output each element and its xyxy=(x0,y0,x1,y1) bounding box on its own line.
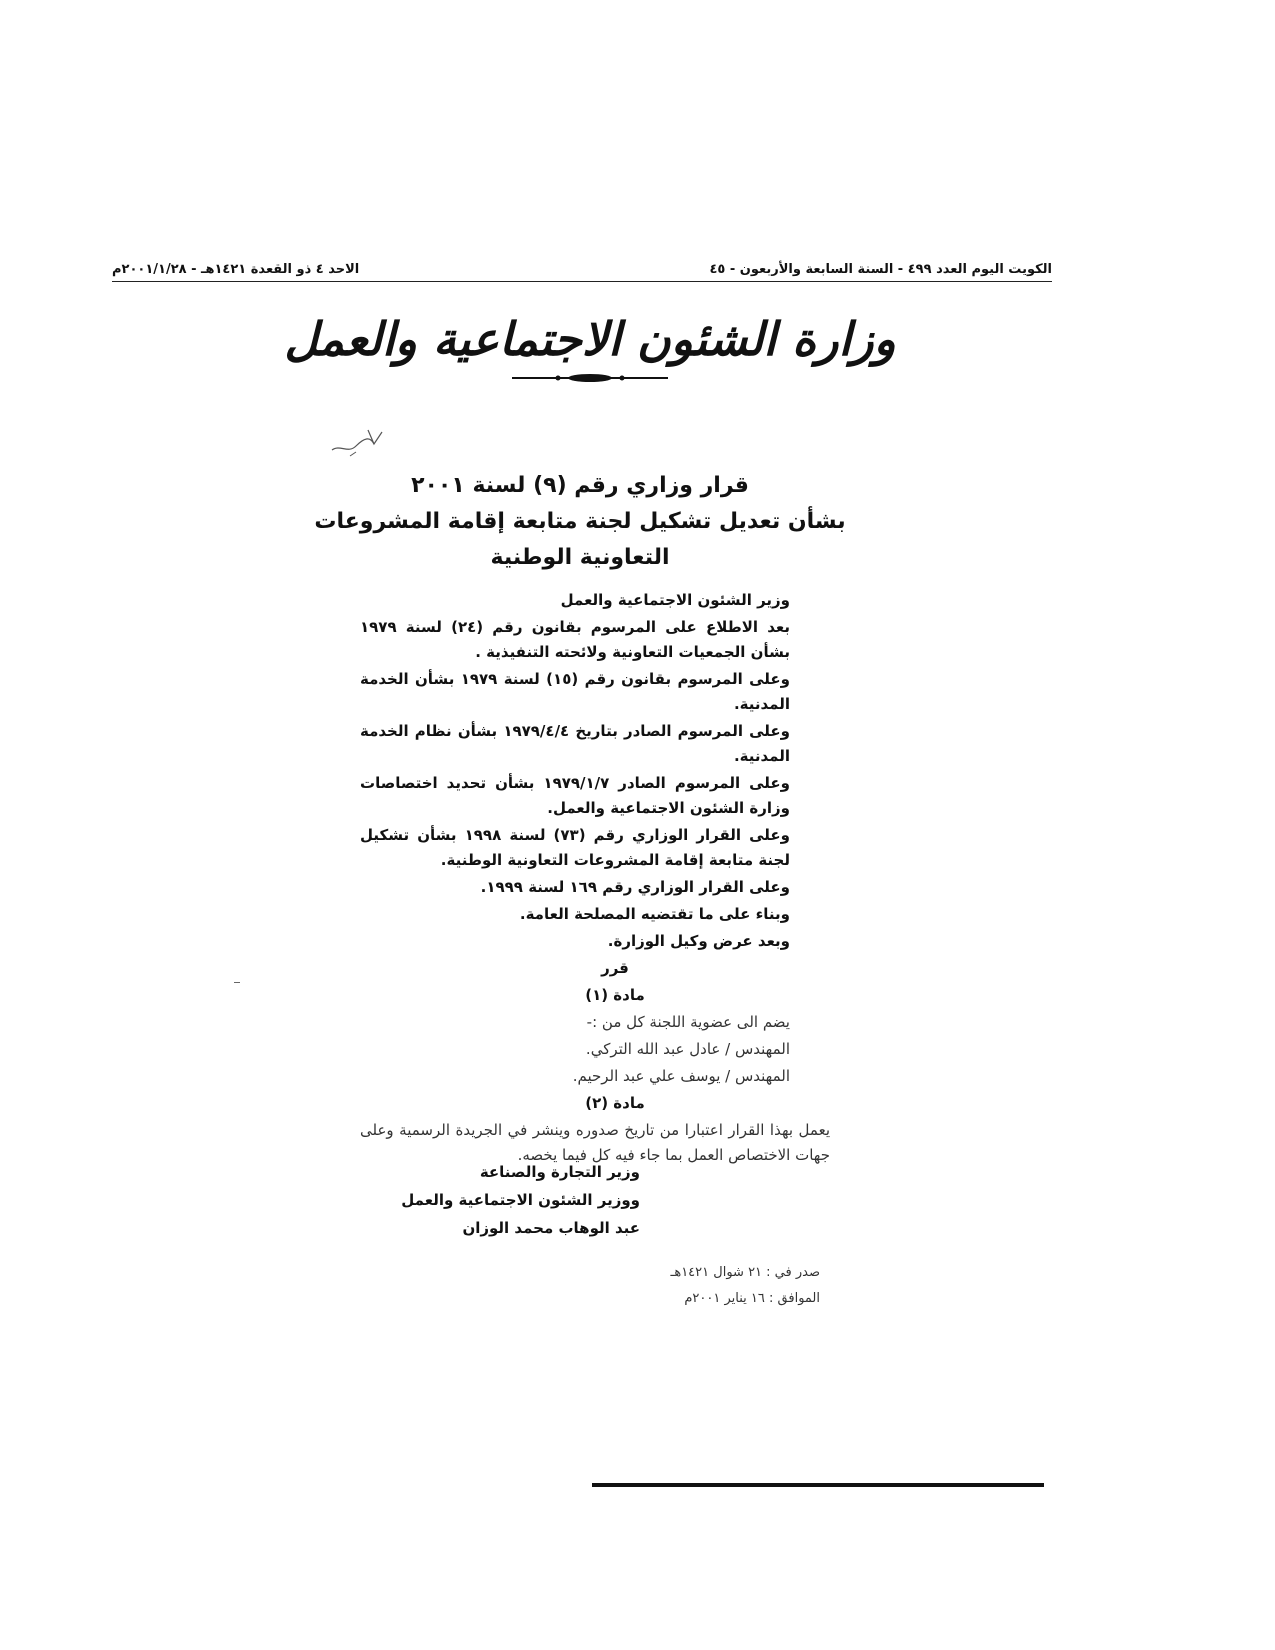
ministry-name: وزارة الشئون الاجتماعية والعمل xyxy=(284,312,896,366)
article1-heading: مادة (١) xyxy=(585,986,645,1004)
decision-title xyxy=(300,468,860,576)
preamble-item: وعلى المرسوم الصادر ١٩٧٩/١/٧ بشأن تحديد اختصاصات وزارة الشئون الاجتماعية والعمل. xyxy=(360,774,790,817)
signature-title1: وزير التجارة والصناعة xyxy=(479,1163,640,1181)
preamble-item: وبناء على ما تقتضيه المصلحة العامة. xyxy=(519,905,790,923)
preamble-item: وعلى القرار الوزاري رقم (٧٣) لسنة ١٩٩٨ بشأن تشكيل لجنة متابعة إقامة المشروعات التعاونية الوطنية. xyxy=(360,826,790,869)
preamble-item: وبعد عرض وكيل الوزارة. xyxy=(607,932,790,950)
ornament-divider-icon xyxy=(510,372,670,384)
decided-heading: قرر xyxy=(601,959,629,977)
issue-date-block xyxy=(600,1260,820,1312)
header-issue-info: الكويت اليوم العدد ٤٩٩ - السنة السابعة والأربعون - ٤٥ xyxy=(709,262,1052,277)
issue-date-gregorian: الموافق : ١٦ يناير ٢٠٠١م xyxy=(684,1291,820,1306)
handwritten-mark-icon xyxy=(330,426,390,462)
member-item: المهندس / عادل عبد الله التركي. xyxy=(585,1040,790,1058)
article2-text: يعمل بهذا القرار اعتبارا من تاريخ صدوره وينشر في الجريدة الرسمية وعلى جهات الاختصاص العمل بما جاء فيه كل فيما يخصه. xyxy=(360,1121,830,1164)
preamble-item: وعلى المرسوم بقانون رقم (١٥) لسنة ١٩٧٩ بشأن الخدمة المدنية. xyxy=(360,670,790,713)
member-item: المهندس / يوسف علي عبد الرحيم. xyxy=(572,1067,790,1085)
signature-name: عبد الوهاب محمد الوزان xyxy=(462,1219,640,1237)
article2-heading: مادة (٢) xyxy=(585,1094,645,1112)
issue-date-hijri: صدر في : ٢١ شوال ١٤٢١هـ xyxy=(670,1265,820,1280)
signature-title2: ووزير الشئون الاجتماعية والعمل xyxy=(401,1191,640,1209)
preamble-item: وعلى القرار الوزاري رقم ١٦٩ لسنة ١٩٩٩. xyxy=(480,878,790,896)
header-date: الاحد ٤ ذو القعدة ١٤٢١هـ - ٢٠٠١/١/٢٨م xyxy=(112,262,360,277)
decision-body xyxy=(360,588,830,1170)
preamble-item: بعد الاطلاع على المرسوم بقانون رقم (٢٤) لسنة ١٩٧٩ بشأن الجمعيات التعاونية ولائحته التنفيذية . xyxy=(360,618,790,661)
ministry-masthead xyxy=(284,298,896,398)
bottom-rule xyxy=(592,1483,1044,1487)
minister-line: وزير الشئون الاجتماعية والعمل xyxy=(560,591,790,609)
gazette-header xyxy=(112,247,1052,282)
decision-title-line3: التعاونية الوطنية xyxy=(490,545,670,570)
preamble-item: وعلى المرسوم الصادر بتاريخ ١٩٧٩/٤/٤ بشأن نظام الخدمة المدنية. xyxy=(360,722,790,765)
decision-title-line2: بشأن تعديل تشكيل لجنة متابعة إقامة المشروعات xyxy=(314,509,846,534)
signature-block xyxy=(380,1158,640,1242)
decision-title-line1: قرار وزاري رقم (٩) لسنة ٢٠٠١ xyxy=(411,473,749,498)
scan-artifact xyxy=(234,982,240,983)
article1-intro: يضم الى عضوية اللجنة كل من :- xyxy=(586,1013,790,1031)
